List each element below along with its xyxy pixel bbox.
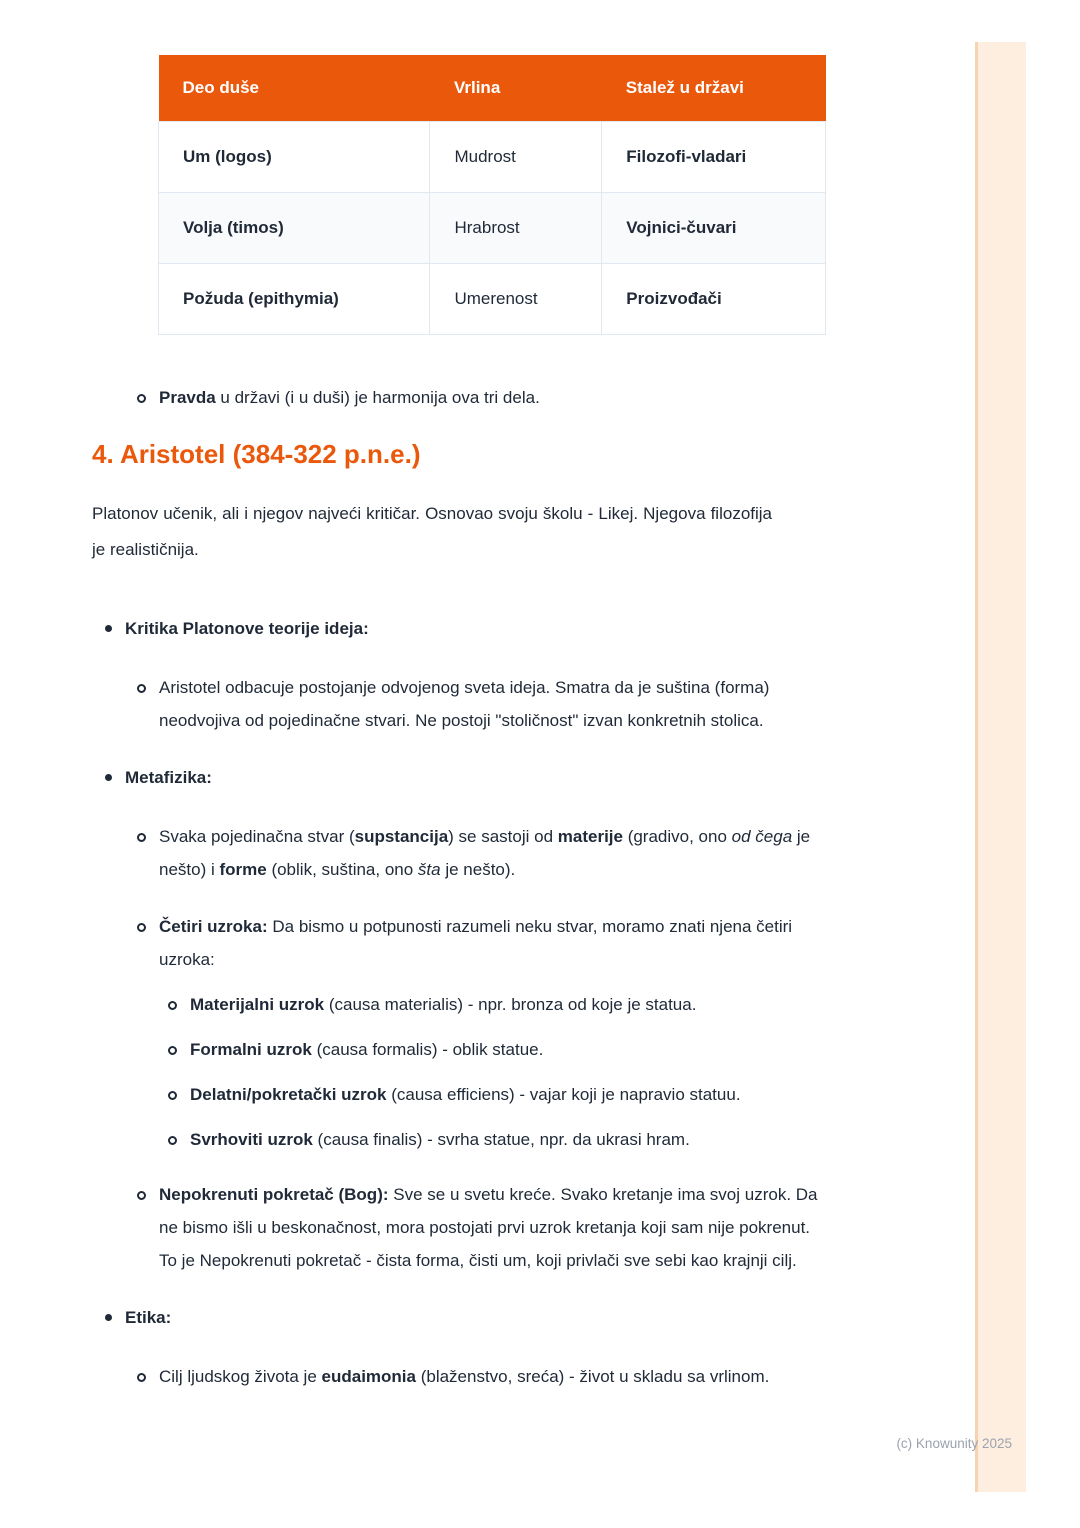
circle-bullet-icon [137, 923, 146, 932]
list-item-text: Nepokrenuti pokretač (Bog): Sve se u svetu kreće. Svako kretanje ima svoj uzrok. Da ne bismo išli u beskonačnost, mora postojati prvi uzrok kretanja koji sam nije pokrenut. To je Nepokrenuti pokretač - čista forma, čisti um, koji privlači sve sebi kao krajnji cilj. [159, 1185, 818, 1270]
table-cell: Filozofi-vladari [602, 122, 826, 193]
list-item-text: Cilj ljudskog života je eudaimonia (blaženstvo, sreća) - život u skladu sa vrlinom. [159, 1367, 770, 1386]
copyright-notice: (c) Knowunity 2025 [896, 1436, 1012, 1451]
table-cell: Mudrost [430, 122, 602, 193]
list-item-pravda [92, 381, 832, 414]
list-item-text: Aristotel odbacuje postojanje odvojenog sveta ideja. Smatra da je suština (forma) neodvojiva od pojedinačne stvari. Ne postoji "stoličnost" izvan konkretnih stolica. [159, 678, 770, 730]
list-item [92, 1360, 832, 1393]
circle-bullet-icon [137, 1191, 146, 1200]
table-header-row [159, 55, 826, 122]
list-item-metafizika [92, 761, 832, 794]
soul-parts-table [158, 55, 826, 335]
table-row [159, 264, 826, 335]
list-item [92, 1033, 832, 1066]
list-item-text: Četiri uzroka: Da bismo u potpunosti razumeli neku stvar, moramo znati njena četiri uzroka: [159, 917, 793, 969]
table-row [159, 193, 826, 264]
circle-bullet-icon [137, 833, 146, 842]
table-cell: Umerenost [430, 264, 602, 335]
list-item-cetiri-uzroka [92, 910, 832, 976]
list-item-kritika [92, 612, 832, 645]
list-item-nepokrenuti-pokretac [92, 1178, 832, 1277]
disc-bullet-icon [105, 1314, 112, 1321]
circle-bullet-icon [137, 1373, 146, 1382]
circle-bullet-icon [168, 1001, 177, 1010]
table-cell: Požuda (epithymia) [159, 264, 430, 335]
list-item [92, 1123, 832, 1156]
list-item-text: Svrhoviti uzrok (causa finalis) - svrha statue, npr. da ukrasi hram. [190, 1130, 690, 1149]
list-item [92, 671, 832, 737]
list-item-text: Materijalni uzrok (causa materialis) - npr. bronza od koje je statua. [190, 995, 697, 1014]
circle-bullet-icon [168, 1136, 177, 1145]
table-cell: Hrabrost [430, 193, 602, 264]
circle-bullet-icon [137, 394, 146, 403]
document-page [92, 0, 832, 1417]
circle-bullet-icon [137, 684, 146, 693]
list-item [92, 988, 832, 1021]
list-item-text: Pravda u državi (i u duši) je harmonija ova tri dela. [159, 388, 540, 407]
circle-bullet-icon [168, 1091, 177, 1100]
table-cell: Proizvođači [602, 264, 826, 335]
list-item [92, 1078, 832, 1111]
list-item [92, 820, 832, 886]
disc-bullet-icon [105, 625, 112, 632]
table-header-deo-duse: Deo duše [159, 55, 430, 122]
list-item-text: Metafizika: [125, 768, 212, 787]
table-header-vrlina: Vrlina [430, 55, 602, 122]
table-header-stalez: Stalež u državi [602, 55, 826, 122]
list-item-etika [92, 1301, 832, 1334]
table-row [159, 122, 826, 193]
table-cell: Vojnici-čuvari [602, 193, 826, 264]
intro-paragraph: Platonov učenik, ali i njegov najveći kritičar. Osnovao svoju školu - Likej. Njegova filozofija je realističnija. [92, 504, 772, 559]
list-item-text: Delatni/pokretački uzrok (causa efficiens) - vajar koji je napravio statuu. [190, 1085, 741, 1104]
page-edge-decoration [975, 42, 1026, 1492]
list-item-text: Svaka pojedinačna stvar (supstancija) se sastoji od materije (gradivo, ono od čega je nešto) i forme (oblik, suština, ono šta je nešto). [159, 827, 811, 879]
list-item-text: Formalni uzrok (causa formalis) - oblik statue. [190, 1040, 544, 1059]
list-item-text: Kritika Platonove teorije ideja: [125, 619, 369, 638]
disc-bullet-icon [105, 774, 112, 781]
table-cell: Um (logos) [159, 122, 430, 193]
circle-bullet-icon [168, 1046, 177, 1055]
list-item-text: Etika: [125, 1308, 172, 1327]
table-cell: Volja (timos) [159, 193, 430, 264]
section-heading-aristotel: 4. Aristotel (384-322 p.n.e.) [92, 439, 421, 469]
